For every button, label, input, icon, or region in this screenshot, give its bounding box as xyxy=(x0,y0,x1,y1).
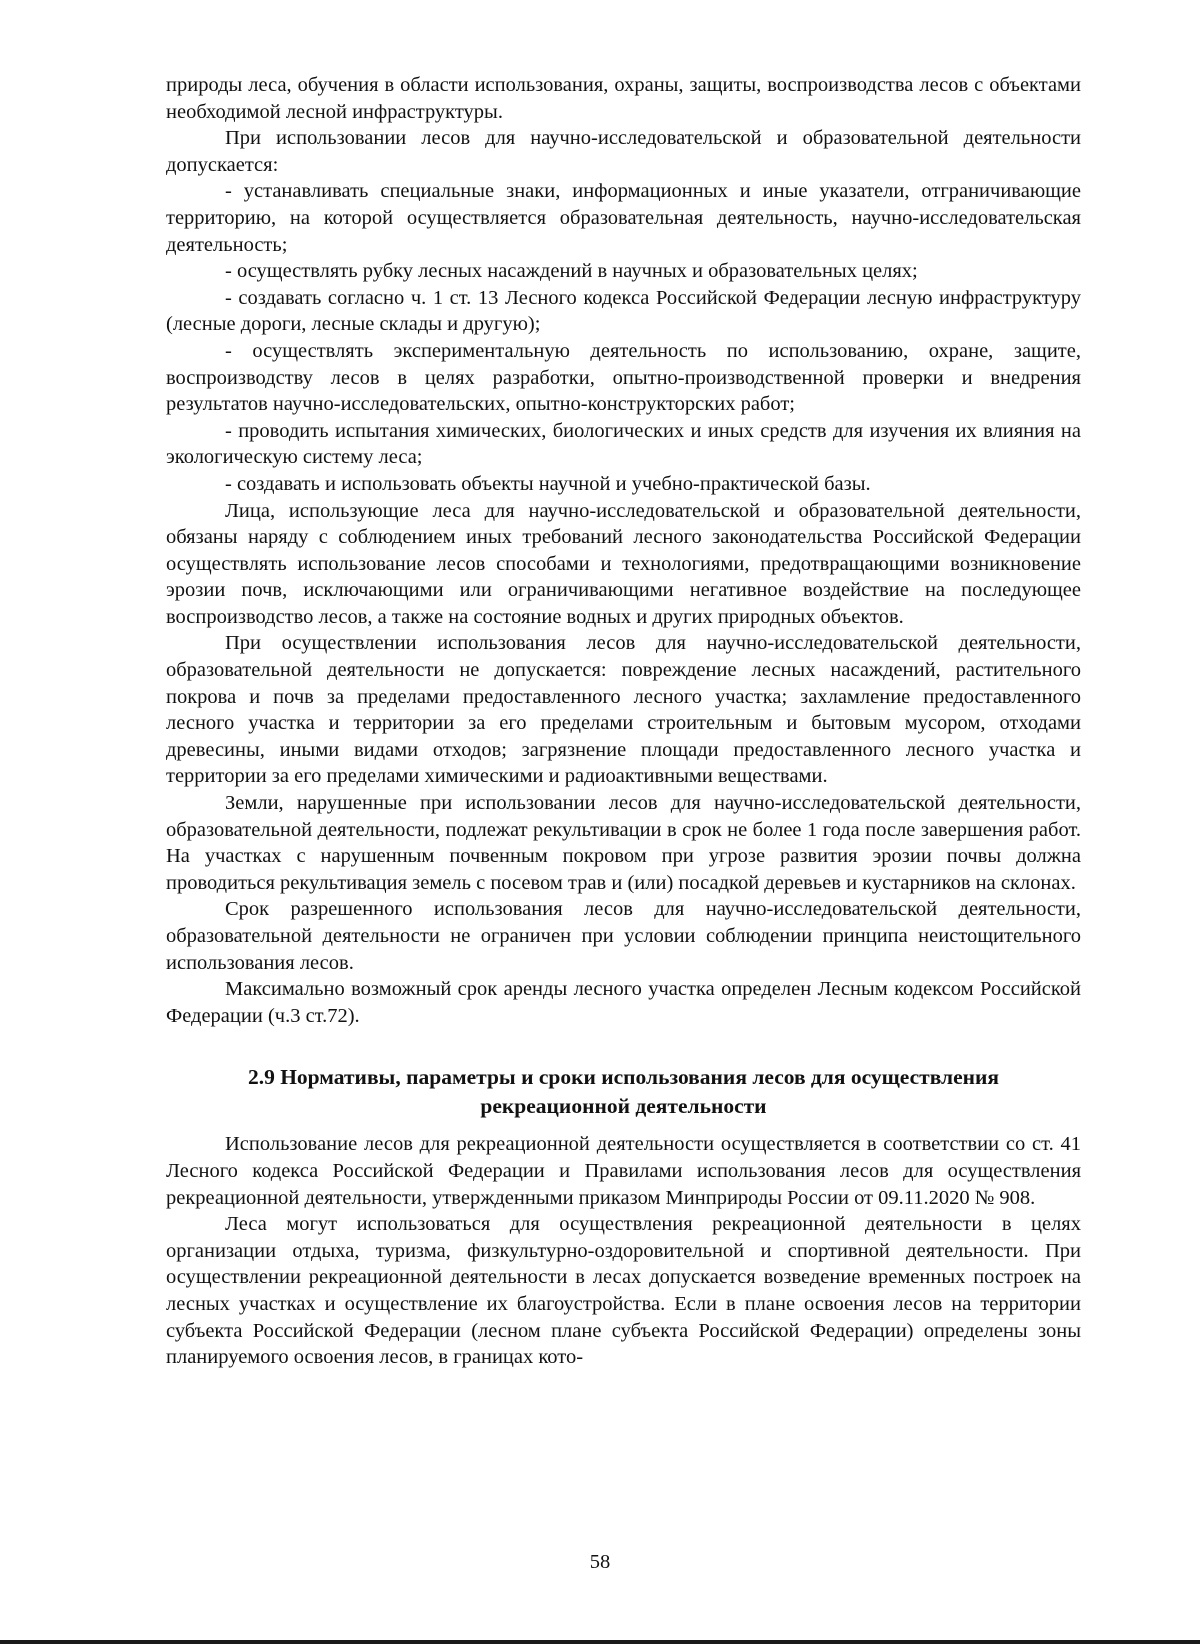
list-item-infrastructure: - создавать согласно ч. 1 ст. 13 Лесного кодекса Российской Федерации лесную инфраструктуру (лесные дороги, лесные склады и другую); xyxy=(166,286,1081,336)
list-item-signs: - устанавливать специальные знаки, информационных и иные указатели, отграничивающие территорию, на которой осуществляется образовательная деятельность, научно-исследовательская деятельность; xyxy=(166,180,1081,256)
section-heading-line2: рекреационной деятельности xyxy=(480,1094,767,1119)
list-item-testing: - проводить испытания химических, биологических и иных средств для изучения их влияния на экологическую систему леса; xyxy=(166,419,1081,469)
paragraph-prohibitions: При осуществлении использования лесов для научно-исследовательской деятельности, образовательной деятельности не допускается: повреждение лесных насаждений, растительного покрова и почв за пределами предоставленного лесного участка; захламление предоставленного лесного участка и территории за его пределами строительным и бытовым мусором, отходами древесины, иными видами отходов; загрязнение площади предоставленного лесного участка и территории за его пределами химическими и радиоактивными веществами. xyxy=(166,632,1081,788)
paragraph-lease: Максимально возможный срок аренды лесного участка определен Лесным кодексом Российской Федерации (ч.3 ст.72). xyxy=(166,978,1081,1027)
paragraph-science-intro: При использовании лесов для научно-исследовательской и образовательной деятельности допускается: xyxy=(166,127,1081,176)
document-body xyxy=(166,72,1081,1371)
paragraph-obligations: Лица, использующие леса для научно-исследовательской и образовательной деятельности, обязаны наряду с соблюдением иных требований лесного законодательства Российской Федерации осуществлять использование лесов способами и технологиями, предотвращающими возникновение эрозии почв, исключающими или ограничивающими негативное воздействие на последующее воспроизводство лесов, а также на состояние водных и других природных объектов. xyxy=(166,499,1081,628)
list-item-experimental: - осуществлять экспериментальную деятельность по использованию, охране, защите, воспроизводству лесов в целях разработки, опытно-производственной проверки и внедрения результатов научно-исследовательских, опытно-конструкторских работ; xyxy=(166,339,1081,416)
section-heading-line1: 2.9 Нормативы, параметры и сроки использования лесов для осуществления xyxy=(247,1065,1000,1090)
paragraph-recreation-basis: Использование лесов для рекреационной деятельности осуществляется в соответствии со ст. 41 Лесного кодекса Российской Федерации и Правилами использования лесов для осуществления рекреационной деятельности, утвержденными приказом Минприроды России от 09.11.2020 № 908. xyxy=(166,1133,1081,1209)
paragraph-recultivation: Земли, нарушенные при использовании лесов для научно-исследовательской деятельности, образовательной деятельности, подлежат рекультивации в срок не более 1 года после завершения работ. На участках с нарушенным почвенным покровом при угрозе развития эрозии почвы должна проводиться рекультивация земель с посевом трав и (или) посадкой деревьев и кустарников на склонах. xyxy=(166,792,1081,894)
paragraph-term: Срок разрешенного использования лесов для научно-исследовательской деятельности, образовательной деятельности не ограничен при условии соблюдении принципа неистощительного использования лесов. xyxy=(166,898,1081,974)
list-item-base: - создавать и использовать объекты научной и учебно-практической базы. xyxy=(225,472,871,495)
paragraph-recreation-purposes: Леса могут использоваться для осуществления рекреационной деятельности в целях организации отдыха, туризма, физкультурно-оздоровительной и спортивной деятельности. При осуществлении рекреационной деятельности в лесах допускается возведение временных построек на лесных участках и осуществление их благоустройства. Если в плане освоения лесов на территории субъекта Российской Федерации (лесном плане субъекта Российской Федерации) определены зоны планируемого освоения лесов, в границах кото- xyxy=(166,1213,1081,1369)
list-item-felling: - осуществлять рубку лесных насаждений в научных и образовательных целях; xyxy=(225,260,918,283)
section-heading xyxy=(166,1063,1081,1121)
bottom-divider xyxy=(0,1640,1200,1644)
paragraph-intro-tail: природы леса, обучения в области использования, охраны, защиты, воспроизводства лесов с объектами необходимой лесной инфраструктуры. xyxy=(166,74,1081,123)
page-number: 58 xyxy=(589,1551,611,1573)
